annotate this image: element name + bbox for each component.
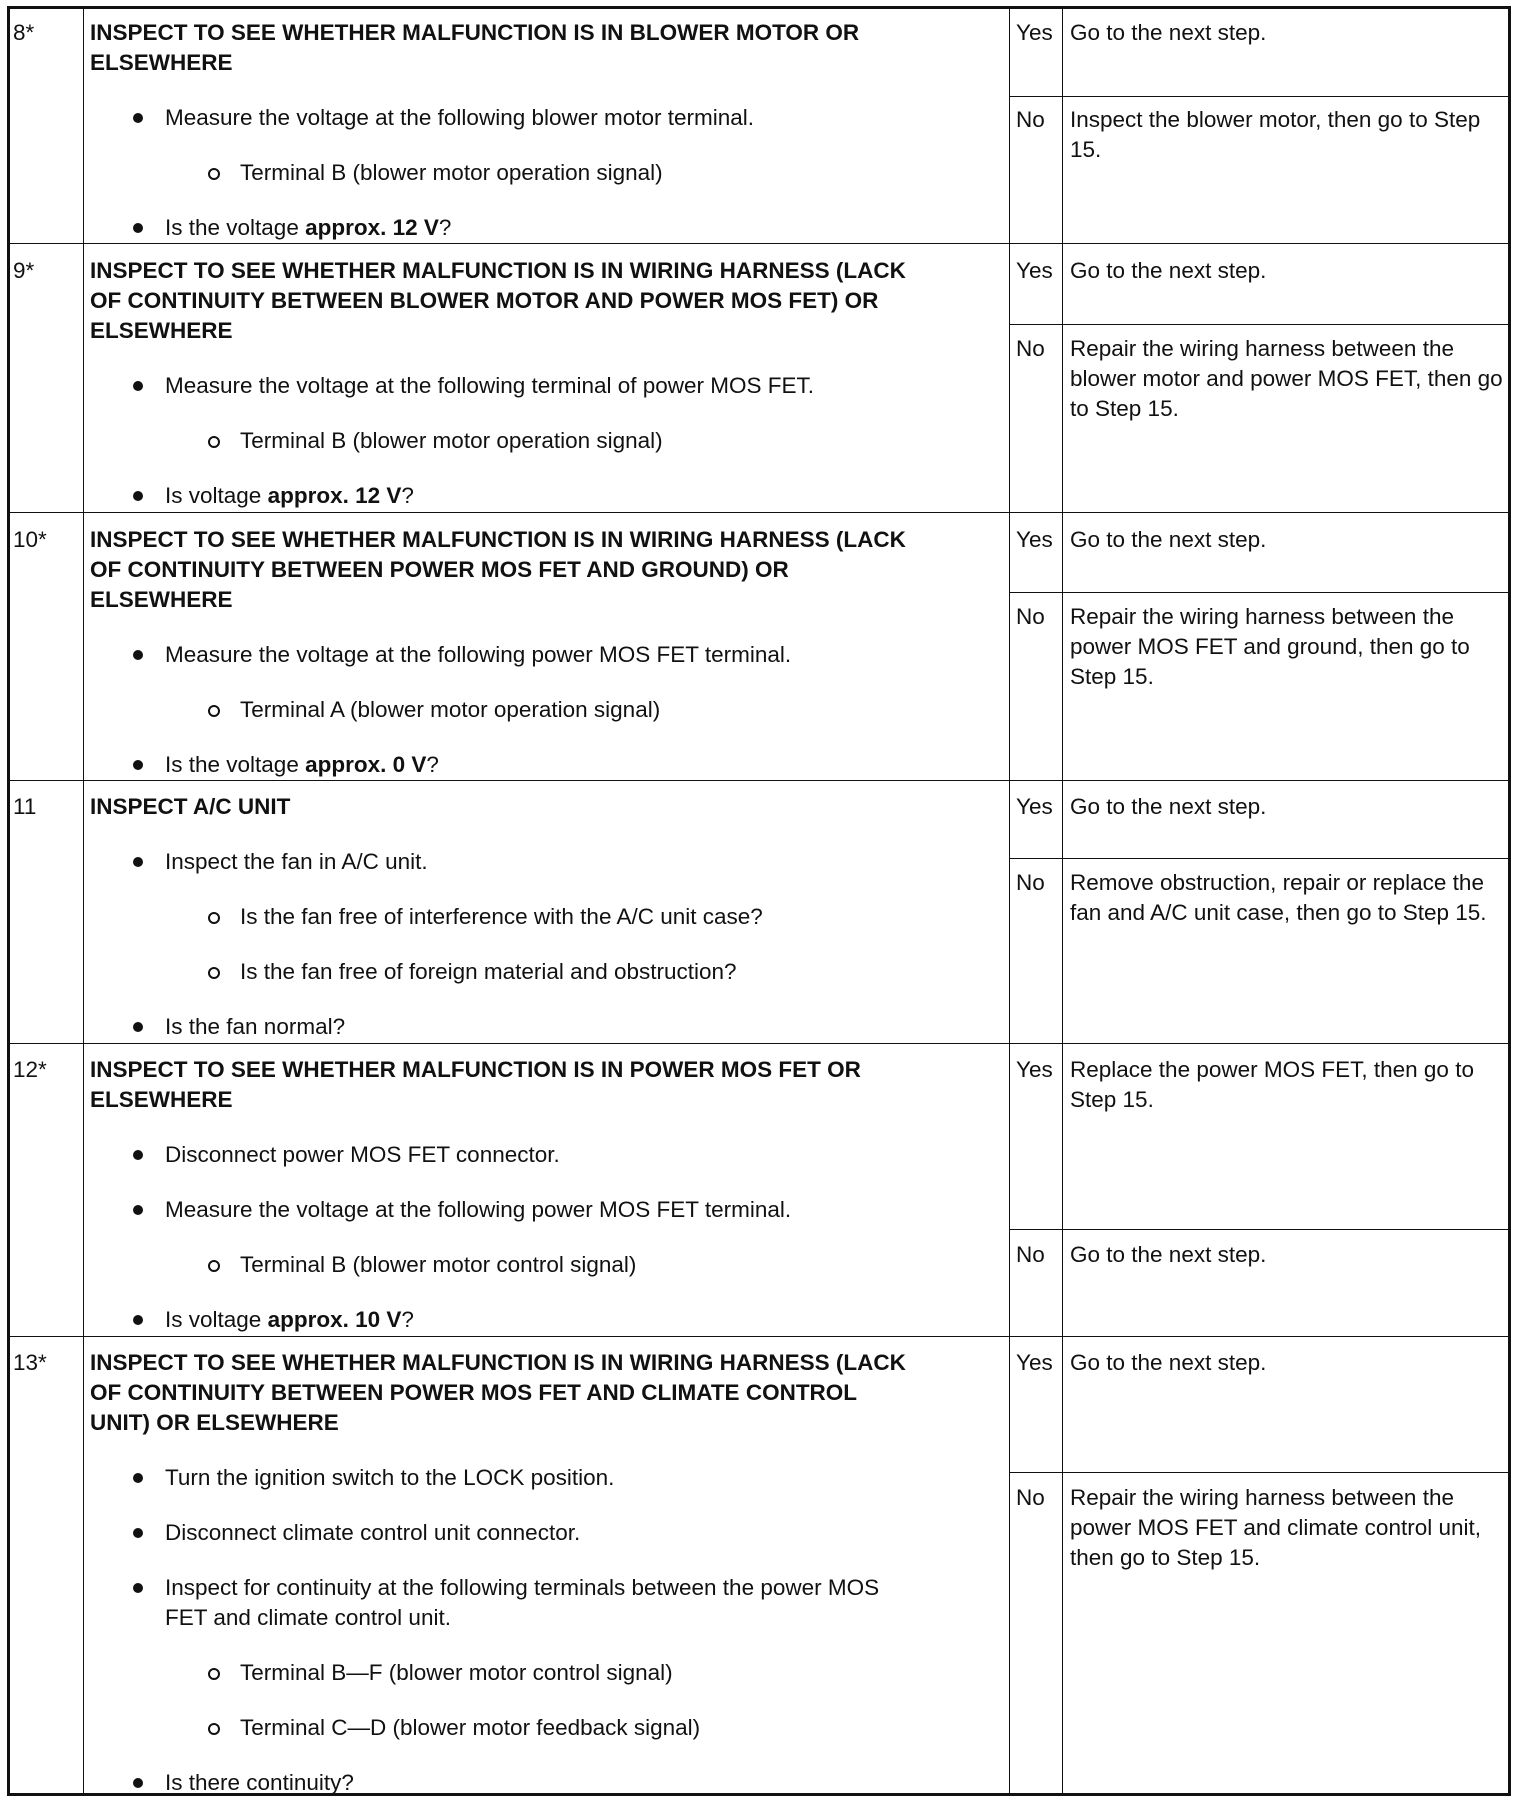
step-title-line: INSPECT TO SEE WHETHER MALFUNCTION IS IN WIRING HARNESS (LACK — [90, 1350, 906, 1375]
bullet-item: Measure the voltage at the following terminal of power MOS FET. — [165, 373, 815, 398]
no-action: Remove obstruction, repair or replace the fan and A/C unit case, then go to Step 15. — [1070, 870, 1487, 925]
yes-no-divider — [1009, 324, 1508, 325]
yes-no-divider — [1009, 1472, 1508, 1473]
yes-no-divider — [1009, 96, 1508, 97]
yes-action: Go to the next step. — [1070, 20, 1267, 45]
step-number: 9* — [13, 258, 35, 283]
yes-no-divider — [1009, 592, 1508, 593]
yes-action: Go to the next step. — [1070, 258, 1267, 283]
step-number: 10* — [13, 527, 47, 552]
no-action: Repair the wiring harness between the blower motor and power MOS FET, then go to Step 15. — [1070, 336, 1503, 421]
sub-bullet-item: Is the fan free of foreign material and obstruction? — [240, 959, 737, 984]
step-title-line: OF CONTINUITY BETWEEN BLOWER MOTOR AND POWER MOS FET) OR — [90, 288, 879, 313]
yes-no-divider — [1009, 1229, 1508, 1230]
step-title-line: OF CONTINUITY BETWEEN POWER MOS FET AND GROUND) OR — [90, 557, 789, 582]
bullet-item: Inspect for continuity at the following terminals between the power MOS — [165, 1575, 880, 1600]
bullet-item: Measure the voltage at the following power MOS FET terminal. — [165, 642, 792, 667]
bullet-item: Disconnect power MOS FET connector. — [165, 1142, 560, 1167]
step-title-line: ELSEWHERE — [90, 1087, 233, 1112]
no-action: Inspect the blower motor, then go to Step 15. — [1070, 107, 1481, 162]
sub-bullet-item: Terminal B (blower motor operation signal) — [240, 160, 663, 185]
step-title-line: INSPECT TO SEE WHETHER MALFUNCTION IS IN BLOWER MOTOR OR — [90, 20, 860, 45]
diagnostic-table — [7, 6, 1511, 1796]
sub-bullet-item: Terminal B—F (blower motor control signal) — [240, 1660, 673, 1685]
step-number: 13* — [13, 1350, 47, 1375]
yes-no-divider — [1009, 858, 1508, 859]
yes-action: Go to the next step. — [1070, 794, 1267, 819]
bullet-item: Disconnect climate control unit connector. — [165, 1520, 581, 1545]
step-number: 12* — [13, 1057, 47, 1082]
no-label: No — [1016, 1242, 1045, 1267]
step-title-line: ELSEWHERE — [90, 50, 233, 75]
yes-label: Yes — [1016, 794, 1053, 819]
no-action: Go to the next step. — [1070, 1242, 1267, 1267]
bullet-item: Measure the voltage at the following blower motor terminal. — [165, 105, 755, 130]
sub-bullet-item: Terminal B (blower motor operation signal) — [240, 428, 663, 453]
step-number: 8* — [13, 20, 35, 45]
question-item: Is the voltage approx. 12 V? — [165, 215, 452, 240]
yes-label: Yes — [1016, 527, 1053, 552]
sub-bullet-item: Is the fan free of interference with the A/C unit case? — [240, 904, 763, 929]
step-title-line: ELSEWHERE — [90, 318, 233, 343]
yes-label: Yes — [1016, 258, 1053, 283]
no-label: No — [1016, 870, 1045, 895]
bullet-item: Turn the ignition switch to the LOCK position. — [165, 1465, 615, 1490]
question-item: Is there continuity? — [165, 1770, 354, 1795]
yes-label: Yes — [1016, 1350, 1053, 1375]
step-number: 11 — [13, 794, 37, 819]
yes-label: Yes — [1016, 1057, 1053, 1082]
column-divider — [1062, 9, 1063, 1793]
yes-action: Replace the power MOS FET, then go to Step 15. — [1070, 1057, 1474, 1112]
question-item: Is the voltage approx. 0 V? — [165, 752, 439, 777]
no-label: No — [1016, 336, 1045, 361]
sub-bullet-item: Terminal C—D (blower motor feedback signal) — [240, 1715, 701, 1740]
yes-action: Go to the next step. — [1070, 527, 1267, 552]
question-item: Is the fan normal? — [165, 1014, 346, 1039]
yes-label: Yes — [1016, 20, 1053, 45]
question-item: Is voltage approx. 12 V? — [165, 483, 414, 508]
step-title-line: OF CONTINUITY BETWEEN POWER MOS FET AND CLIMATE CONTROL — [90, 1380, 858, 1405]
no-label: No — [1016, 604, 1045, 629]
step-title-line: UNIT) OR ELSEWHERE — [90, 1410, 339, 1435]
no-label: No — [1016, 1485, 1045, 1510]
row-divider — [10, 1336, 1508, 1337]
step-title-line: INSPECT TO SEE WHETHER MALFUNCTION IS IN WIRING HARNESS (LACK — [90, 527, 906, 552]
row-divider — [10, 780, 1508, 781]
step-title-line: INSPECT TO SEE WHETHER MALFUNCTION IS IN WIRING HARNESS (LACK — [90, 258, 906, 283]
bullet-item: Inspect the fan in A/C unit. — [165, 849, 428, 874]
column-divider — [83, 9, 84, 1793]
sub-bullet-item: Terminal B (blower motor control signal) — [240, 1252, 637, 1277]
no-action: Repair the wiring harness between the power MOS FET and climate control unit, then go to Step 15. — [1070, 1485, 1481, 1570]
step-title-line: INSPECT TO SEE WHETHER MALFUNCTION IS IN POWER MOS FET OR — [90, 1057, 861, 1082]
question-item: Is voltage approx. 10 V? — [165, 1307, 414, 1332]
row-divider — [10, 1043, 1508, 1044]
sub-bullet-item: Terminal A (blower motor operation signal) — [240, 697, 661, 722]
row-divider — [10, 512, 1508, 513]
yes-action: Go to the next step. — [1070, 1350, 1267, 1375]
step-title-line: ELSEWHERE — [90, 587, 233, 612]
bullet-item-continued: FET and climate control unit. — [165, 1605, 451, 1630]
bullet-item: Measure the voltage at the following power MOS FET terminal. — [165, 1197, 792, 1222]
row-divider — [10, 243, 1508, 244]
no-label: No — [1016, 107, 1045, 132]
no-action: Repair the wiring harness between the power MOS FET and ground, then go to Step 15. — [1070, 604, 1470, 689]
column-divider — [1009, 9, 1010, 1793]
step-title-line: INSPECT A/C UNIT — [90, 794, 291, 819]
